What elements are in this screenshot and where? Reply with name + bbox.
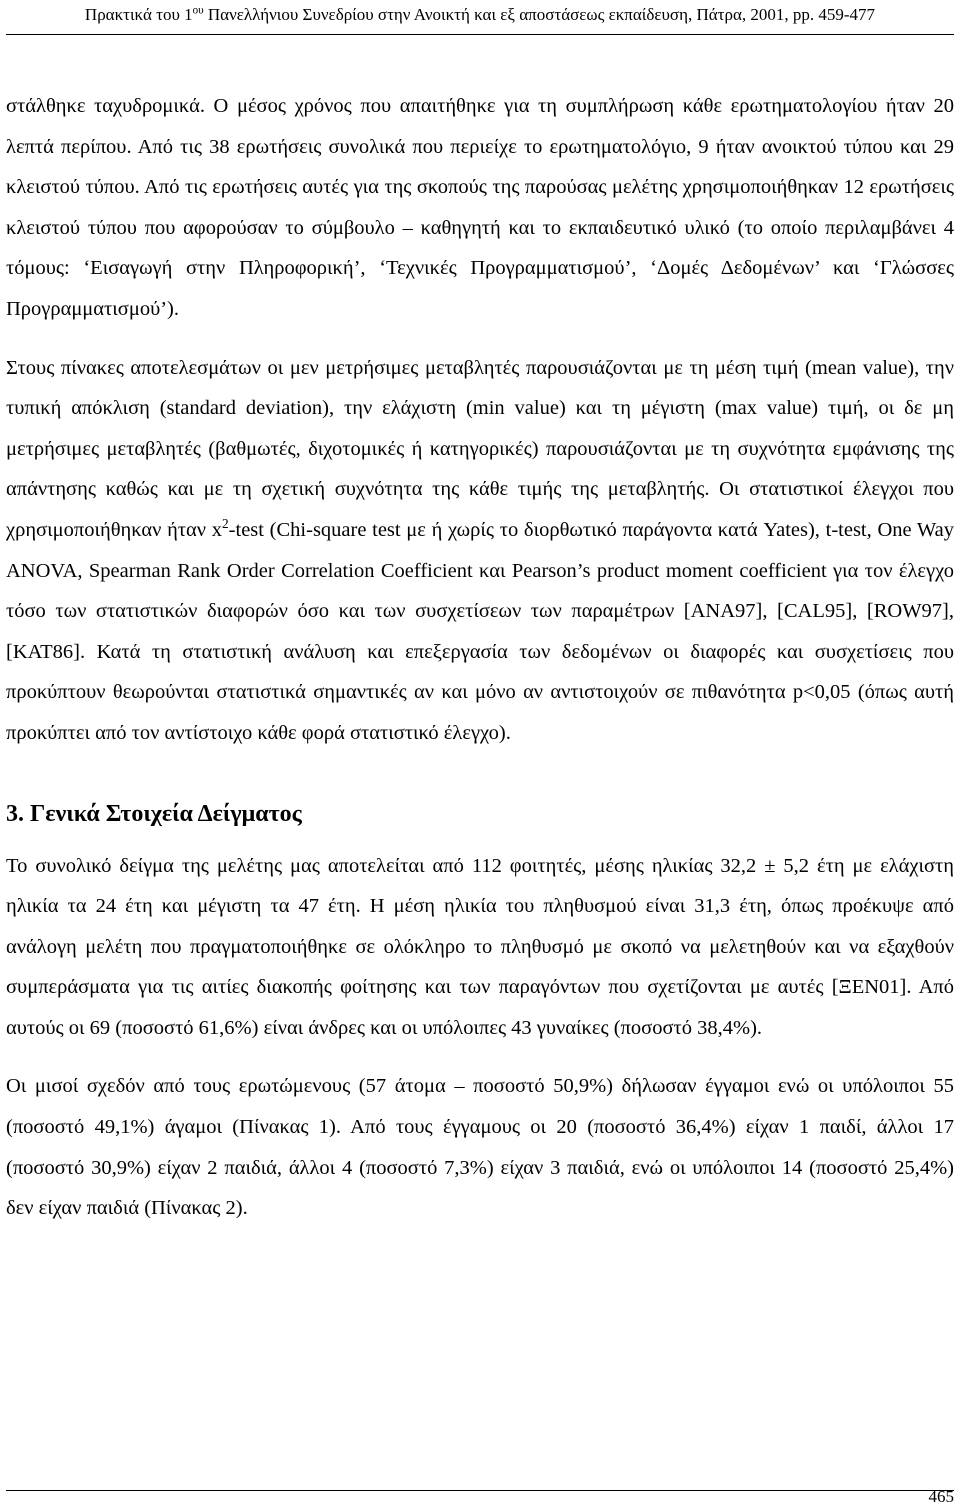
header-rule	[6, 34, 954, 35]
paragraph-questionnaire: στάλθηκε ταχυδρομικά. Ο μέσος χρόνος που απαιτήθηκε για τη συμπλήρωση κάθε ερωτηματολογίου ήταν 20 λεπτά περίπου. Από τις 38 ερωτήσεις συνολικά που περιείχε το ερωτηματολόγιο, 9 ήταν ανοικτού τύπου και 29 κλειστού τύπου. Από τις ερωτήσεις αυτές για της σκοπούς της παρούσας μελέτης χρησιμοποιήθηκαν 12 ερωτήσεις κλειστού τύπου που αφορούσαν το σύμβουλο – καθηγητή και το εκπαιδευτικό υλικό (το οποίο περιλαμβάνει 4 τόμους: ‘Εισαγωγή στην Πληροφορική’, ‘Τεχνικές Προγραμματισμού’, ‘Δομές Δεδομένων’ και ‘Γλώσσες Προγραμματισμού’).	[6, 95, 954, 320]
footer-rule	[6, 1490, 954, 1491]
paragraph-statistics	[6, 348, 954, 754]
paragraph-statistics-start: Στους πίνακες αποτελεσμάτων οι μεν μετρήσιμες μεταβλητές παρουσιάζονται με τη μέση τιμή (mean value), την τυπική απόκλιση (standard deviation), την ελάχιστη (min value) και τη μέγιστη (max value) τιμή, οι δε μη μετρήσιμες μεταβλητές (βαθμωτές, διχοτομικές ή κατηγορικές) παρουσιάζονται με τη συχνότητα εμφάνισης της απάντησης καθώς και με τη σχετική συχνότητα της κάθε τιμής της μεταβλητής. Οι στατιστικοί έλεγχοι που χρησιμοποιήθηκαν ήταν x	[6, 356, 954, 541]
page-body	[6, 86, 954, 1229]
paragraph-marital-status: Οι μισοί σχεδόν από τους ερωτώμενους (57 άτομα – ποσοστό 50,9%) δήλωσαν έγγαμοι ενώ οι υπόλοιποι 55 (ποσοστό 49,1%) άγαμοι (Πίνακας 1). Από τους έγγαμους οι 20 (ποσοστό 36,4%) είχαν 1 παιδί, άλλοι 17 (ποσοστό 30,9%) είχαν 2 παιδιά, άλλοι 4 (ποσοστό 7,3%) είχαν 3 παιδιά, ενώ οι υπόλοιποι 14 (ποσοστό 25,4%) δεν είχαν παιδιά (Πίνακας 2).	[6, 1075, 954, 1220]
page-number: 465	[928, 1487, 954, 1506]
header-citation-start: Πρακτικά του 1	[84, 5, 193, 24]
paragraph-statistics-end: -test (Chi-square test με ή χωρίς το διορθωτικό παράγοντα κατά Yates), t-test, One Way ANOVA, Spearman Rank Order Correlation Coefficient και Pearson’s product moment coefficient για τον έλεγχο τόσο των στατιστικών διαφορών όσο και των συσχετίσεων των παραμέτρων [ANA97], [CAL95], [ROW97], [KAT86]. Κατά τη στατιστική ανάλυση και επεξεργασία των δεδομένων οι διαφορές και συσχετίσεις που προκύπτουν θεωρούνται στατιστικά σημαντικές αν και μόνο αν αντιστοιχούν σε πιθανότητα p<0,05 (όπως αυτή προκύπτει από τον αντίστοιχο κάθε φορά στατιστικό έλεγχο).	[6, 518, 954, 744]
header-citation-end: Πανελλήνιου Συνεδρίου στην Ανοικτή και εξ αποστάσεως εκπαίδευση, Πάτρα, 2001, pp. 459-477	[203, 5, 876, 24]
section-heading: 3. Γενικά Στοιχεία Δείγματος	[6, 800, 302, 827]
header-citation-superscript: ου	[192, 4, 204, 17]
chi-square-superscript: 2	[222, 516, 229, 532]
paragraph-sample: Το συνολικό δείγμα της μελέτης μας αποτελείται από 112 φοιτητές, μέσης ηλικίας 32,2 ± 5,2 έτη με ελάχιστη ηλικία τα 24 έτη και μέγιστη τα 47 έτη. Η μέση ηλικία του πληθυσμού είναι 31,3 έτη, όπως προέκυψε από ανάλογη μελέτη που πραγματοποιήθηκε σε ολόκληρο το πληθυσμό με σκοπό να μελετηθούν και να εξαχθούν συμπεράσματα για τις αιτίες διακοπής φοίτησης και των παραγόντων που σχετίζονται με αυτές [ΞΕΝ01]. Από αυτούς οι 69 (ποσοστό 61,6%) είναι άνδρες και οι υπόλοιπες 43 γυναίκες (ποσοστό 38,4%).	[6, 854, 954, 1039]
running-header	[0, 4, 960, 26]
